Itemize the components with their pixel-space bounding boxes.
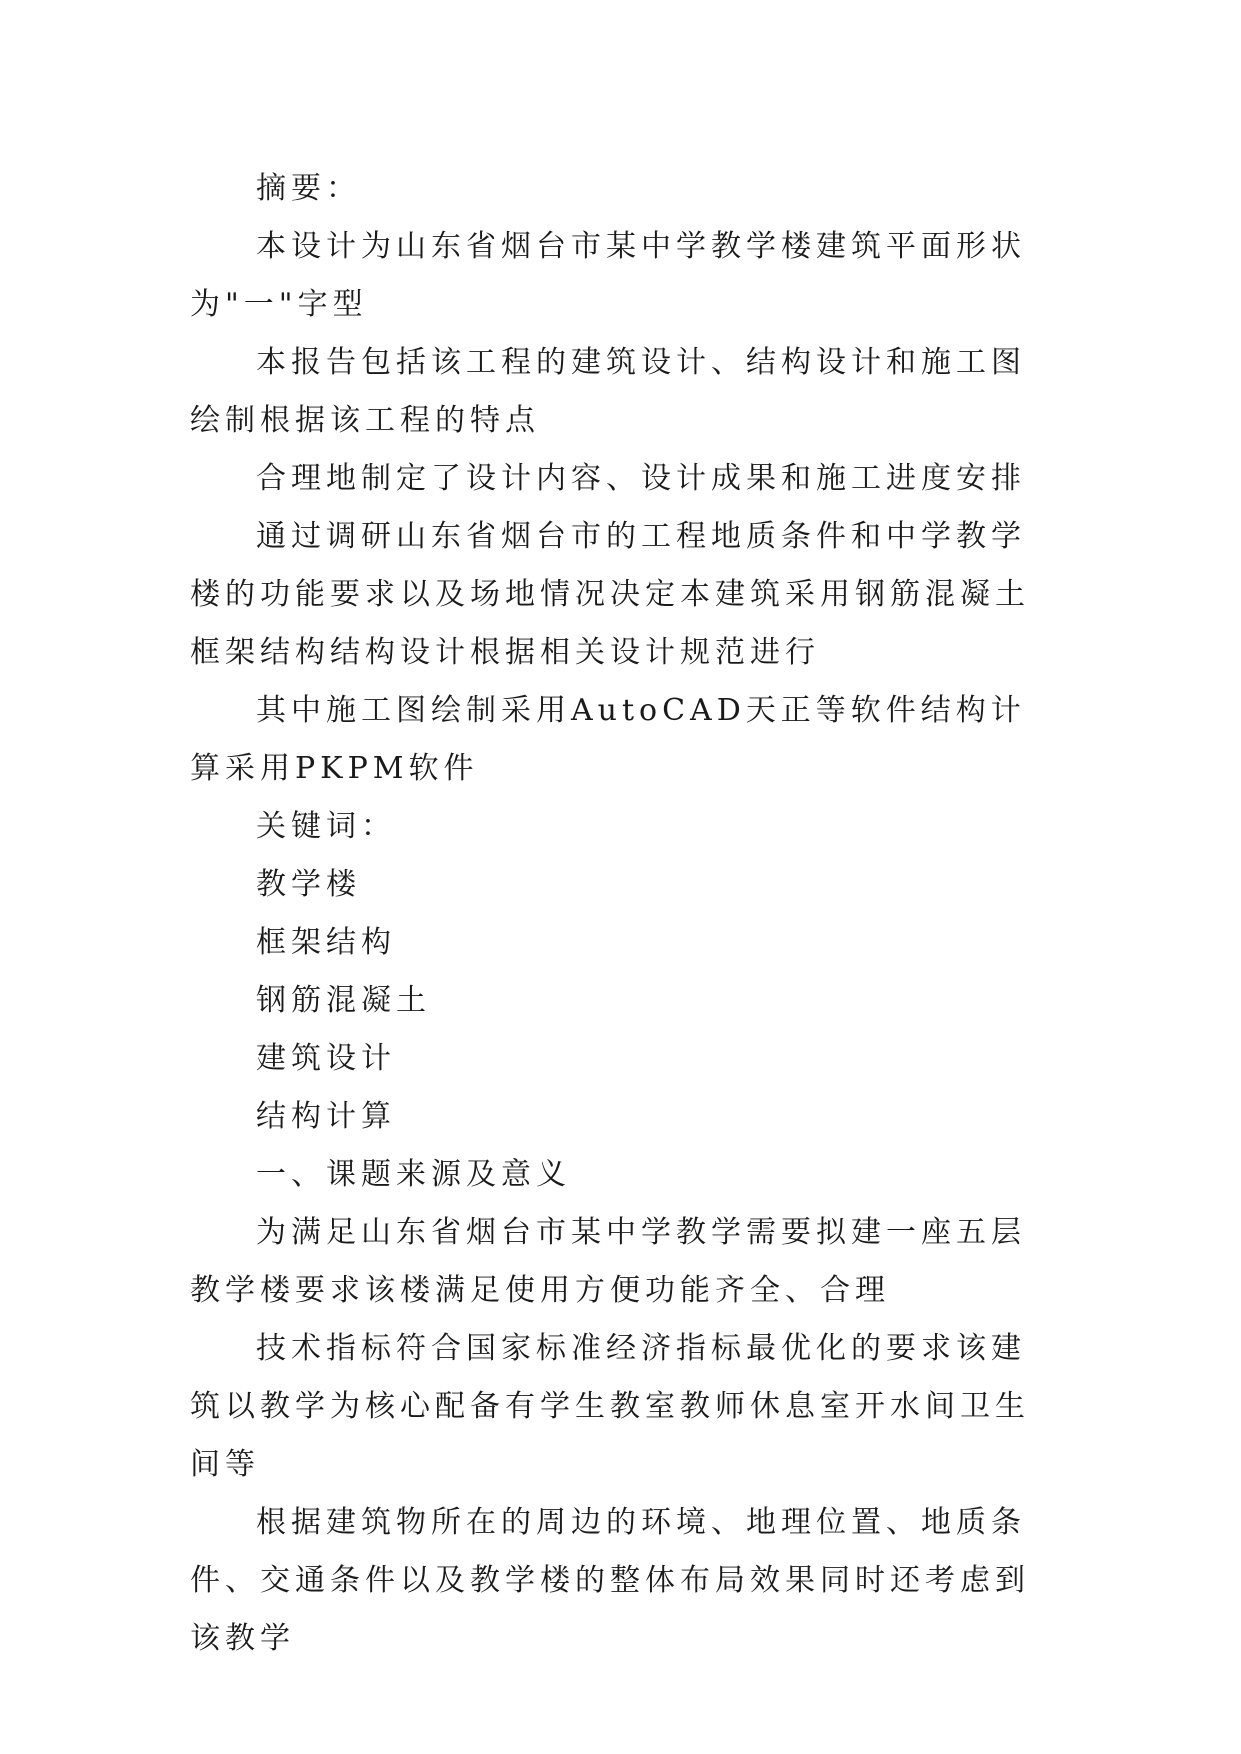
keywords-heading: 关键词： [256,809,396,844]
paragraph: 本设计为山东省烟台市某中学教学楼建筑平面形状为"一"字型 [190,229,1026,322]
document-body [190,160,1050,1668]
paragraph: 技术指标符合国家标准经济指标最优化的要求该建筑以教学为核心配备有学生教室教师休息室开水间卫生间等 [190,1331,1030,1482]
keyword-item: 建筑设计 [256,1041,396,1076]
keyword-item: 教学楼 [256,867,361,902]
paragraph: 本报告包括该工程的建筑设计、结构设计和施工图绘制根据该工程的特点 [190,345,1026,438]
paragraph: 根据建筑物所在的周边的环境、地理位置、地质条件、交通条件以及教学楼的整体布局效果同时还考虑到该教学 [190,1505,1030,1656]
paragraph: 合理地制定了设计内容、设计成果和施工进度安排 [256,461,1026,496]
section-heading: 一、课题来源及意义 [256,1157,571,1192]
paragraph: 通过调研山东省烟台市的工程地质条件和中学教学楼的功能要求以及场地情况决定本建筑采用钢筋混凝土框架结构结构设计根据相关设计规范进行 [190,519,1030,670]
abstract-heading: 摘要： [256,171,361,206]
paragraph: 其中施工图绘制采用AutoCAD天正等软件结构计算采用PKPM软件 [190,693,1026,786]
keyword-item: 框架结构 [256,925,396,960]
keyword-item: 钢筋混凝土 [256,983,431,1018]
keyword-item: 结构计算 [256,1099,396,1134]
paragraph: 为满足山东省烟台市某中学教学需要拟建一座五层教学楼要求该楼满足使用方便功能齐全、合理 [190,1215,1026,1308]
